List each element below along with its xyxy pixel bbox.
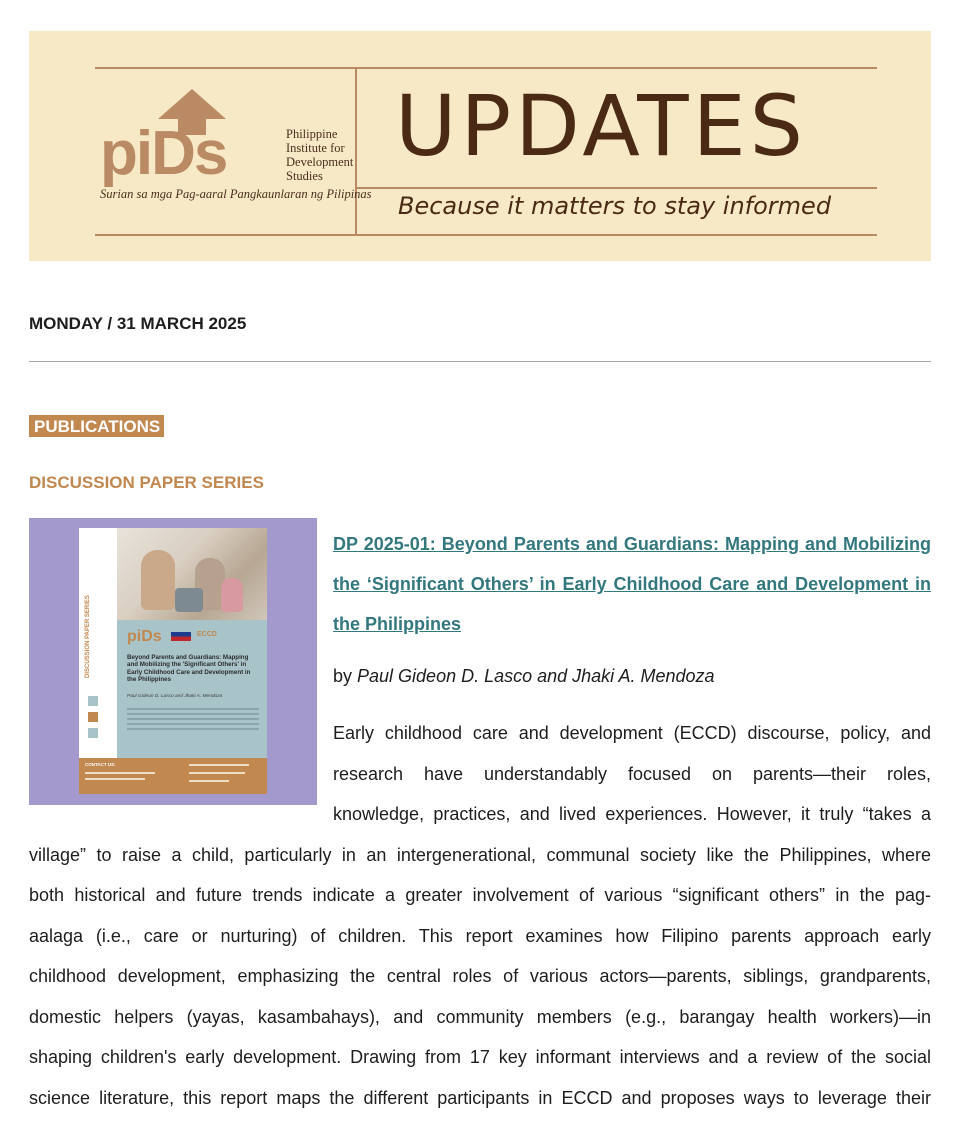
abstract-line: aalaga (i.e., care or nurturing) of children. This report examines how Filipino parents approach early <box>29 925 931 946</box>
cover-title: Beyond Parents and Guardians: Mapping and Mobilizing the 'Significant Others' in Early Childhood Care and Development in the Philippines <box>127 654 251 684</box>
abstract-line: science literature, this report maps the different participants in ECCD and proposes ways to leverage their <box>29 1087 931 1108</box>
divider <box>29 361 931 362</box>
abstract-line: research have understandably focused on parents—their roles, <box>333 763 931 784</box>
issue-date: MONDAY / 31 MARCH 2025 <box>29 314 247 333</box>
cover-photo <box>117 528 267 620</box>
pids-logo <box>100 89 372 209</box>
pids-org-name: Philippine Institute for Development Studies <box>286 127 354 183</box>
pids-tagline: Surian sa mga Pag-aaral Pangkaunlaran ng Pilipinas <box>100 187 372 201</box>
byline <box>333 665 715 687</box>
banner-title: UPDATES <box>395 77 807 175</box>
byline-prefix: by <box>333 666 358 686</box>
abstract-line: both historical and future trends indicate a greater involvement of various “significant others” in the pag- <box>29 885 931 905</box>
pids-logo-letters: piDs <box>100 119 227 188</box>
updates-banner <box>29 31 931 261</box>
article-abstract <box>29 713 931 1118</box>
cover-contact-label: CONTACT US: <box>85 762 116 767</box>
abstract-line: village” to raise a child, particularly in an intergenerational, communal society like the Philippines, where <box>29 844 931 865</box>
abstract-line: domestic helpers (yayas, kasambahays), and community members (e.g., barangay health workers)—in <box>29 1006 931 1027</box>
byline-authors: Paul Gideon D. Lasco and Jhaki A. Mendoza <box>357 666 715 686</box>
banner-subtitle: Because it matters to stay informed <box>398 192 832 220</box>
series-title: DISCUSSION PAPER SERIES <box>29 473 264 492</box>
cover-spine-text: DISCUSSION PAPER SERIES <box>85 595 91 678</box>
cover-eccd-logo: ECCD <box>197 631 217 638</box>
pids-arrow-icon <box>158 89 226 119</box>
cover-authors: Paul Gideon D. Lasco and Jhaki A. Mendoza <box>127 694 223 699</box>
article-title-link[interactable]: DP 2025-01: Beyond Parents and Guardians: Mapping and Mobilizing the ‘Significant Others’ in Early Childhood Care and Development in the Philippines <box>333 534 931 634</box>
banner-top-rule <box>95 67 877 69</box>
abstract-line: Early childhood care and development (ECCD) discourse, policy, and <box>333 723 931 743</box>
flag-icon <box>171 632 191 641</box>
section-tag-publications: PUBLICATIONS <box>29 415 164 437</box>
banner-bottom-rule <box>95 234 877 236</box>
newsletter-page <box>29 0 931 1122</box>
abstract-line: shaping children's early development. Drawing from 17 key informant interviews and a review of the social <box>29 1047 931 1067</box>
abstract-line: childhood development, emphasizing the central roles of various actors—parents, siblings, grandparents, <box>29 966 931 986</box>
abstract-line: knowledge, practices, and lived experiences. However, it truly “takes a <box>333 804 931 824</box>
cover-pids-logo: piDs <box>127 628 162 645</box>
banner-title-rule <box>357 187 877 189</box>
cover-logos <box>127 628 217 646</box>
